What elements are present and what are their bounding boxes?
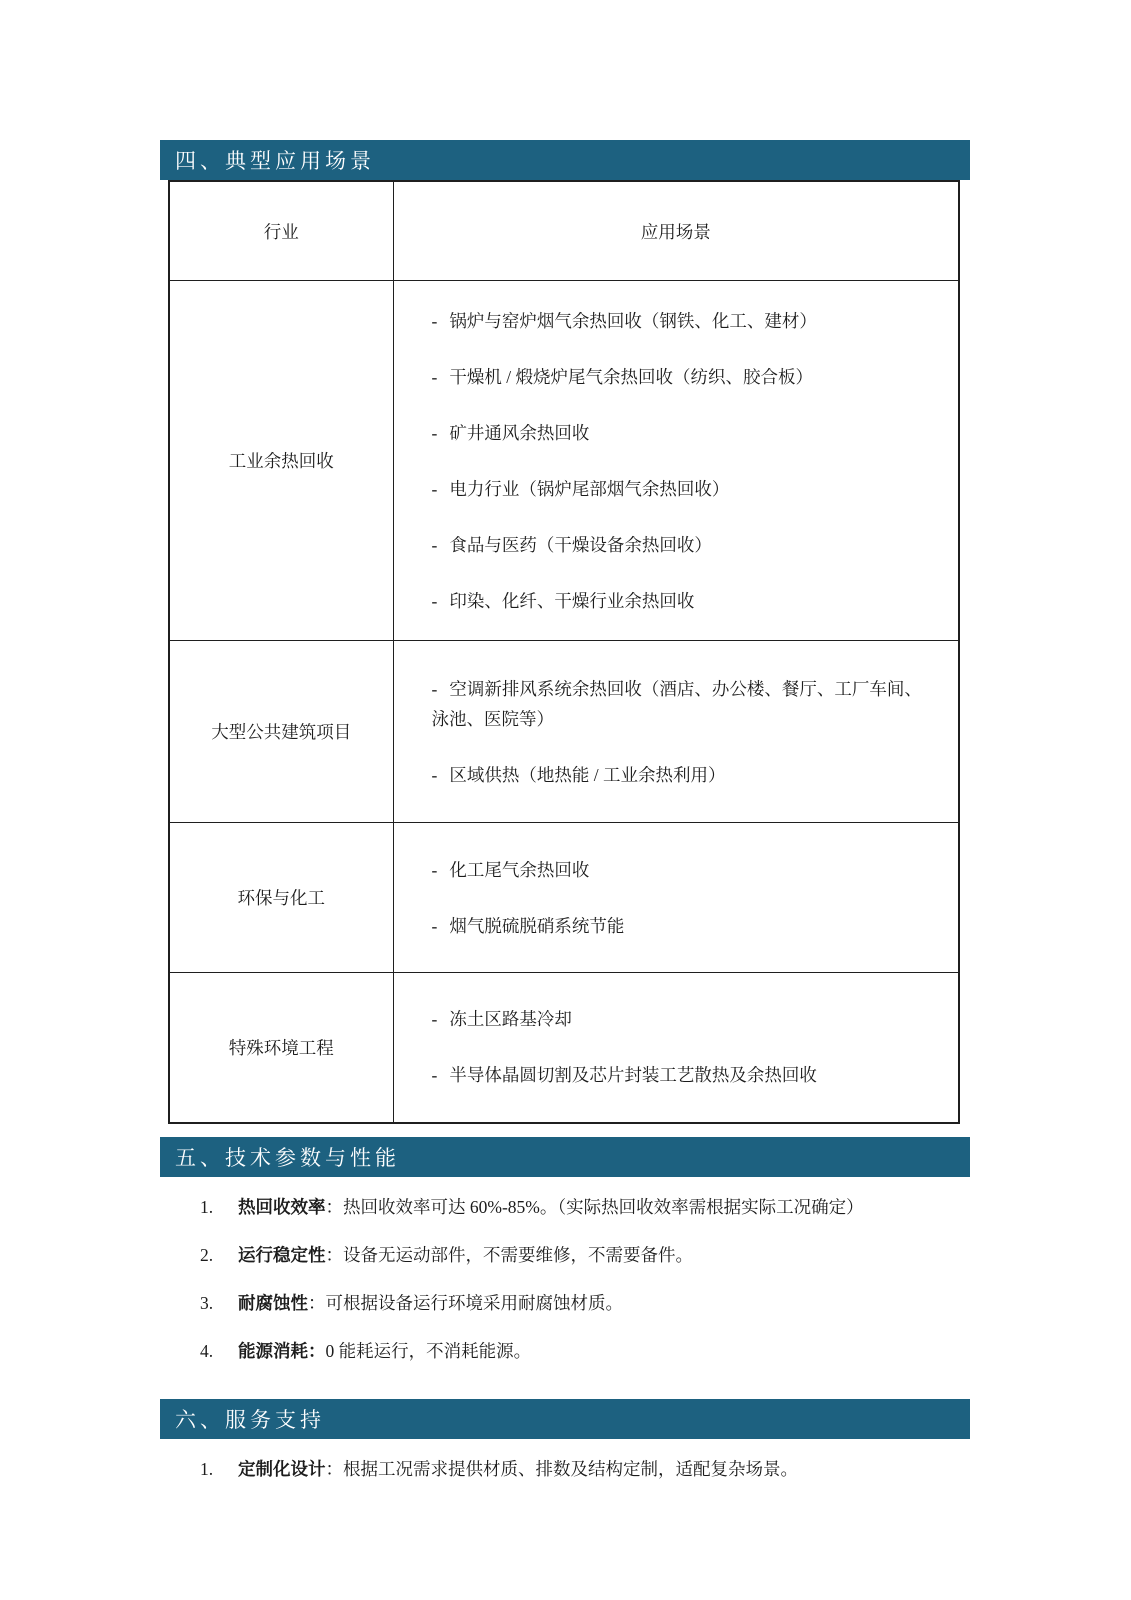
numbered-item: [160, 1445, 970, 1493]
bullet-dash: -: [431, 534, 438, 555]
scenarios-cell: [393, 973, 959, 1123]
bullet-dash: -: [431, 366, 438, 387]
bullet-dash: -: [431, 915, 438, 936]
scenario-item: [432, 991, 929, 1047]
item-label: 运行稳定性: [238, 1244, 326, 1265]
scenario-item: [432, 461, 929, 517]
column-header-industry: 行业: [169, 181, 393, 281]
item-text: ：设备无运动部件，不需要维修，不需要备件。: [325, 1244, 693, 1265]
bullet-dash: -: [431, 478, 438, 499]
document-page: [160, 140, 970, 1501]
item-label: 定制化设计: [238, 1458, 326, 1479]
scenarios-cell: [393, 281, 959, 641]
industry-cell: 环保与化工: [169, 823, 393, 973]
scenario-text: 电力行业（锅炉尾部烟气余热回收）: [449, 478, 730, 499]
scenario-item: [432, 517, 929, 573]
bullet-dash: -: [431, 422, 438, 443]
table-row: [169, 973, 959, 1123]
item-number: 3.: [200, 1292, 214, 1313]
industry-cell: 特殊环境工程: [169, 973, 393, 1123]
table-body: [169, 281, 959, 1123]
column-header-scenarios: 应用场景: [393, 181, 959, 281]
application-scenarios-table: [168, 180, 960, 1124]
scenario-item: [432, 349, 929, 405]
item-label: 热回收效率: [238, 1196, 326, 1217]
bullet-dash: -: [431, 1009, 438, 1030]
table-row: [169, 823, 959, 973]
scenario-text: 烟气脱硫脱硝系统节能: [449, 915, 625, 936]
scenario-text: 半导体晶圆切割及芯片封装工艺散热及余热回收: [449, 1065, 817, 1086]
industry-cell: 大型公共建筑项目: [169, 641, 393, 823]
item-label: 耐腐蚀性: [238, 1292, 308, 1313]
scenario-item: [432, 405, 929, 461]
numbered-item: [160, 1183, 970, 1231]
scenarios-cell: [393, 641, 959, 823]
section4-header-bar: [160, 140, 970, 180]
numbered-item: [160, 1231, 970, 1279]
scenario-text: 冻土区路基冷却: [449, 1009, 572, 1030]
item-text: ：热回收效率可达 60%-85%。（实际热回收效率需根据实际工况确定）: [325, 1196, 864, 1217]
item-number: 1.: [200, 1196, 214, 1217]
section6-header-bar: [160, 1399, 970, 1439]
table-row: [169, 281, 959, 641]
technical-parameters-list: [160, 1177, 970, 1383]
bullet-dash: -: [431, 1065, 438, 1086]
bullet-dash: -: [431, 764, 438, 785]
item-text: 0 能耗运行，不消耗能源。: [325, 1340, 532, 1361]
bullet-dash: -: [431, 678, 438, 699]
scenario-text: 锅炉与窑炉烟气余热回收（钢铁、化工、建材）: [449, 310, 817, 331]
scenario-item: [432, 1047, 929, 1103]
bullet-dash: -: [431, 590, 438, 611]
table-row: [169, 641, 959, 823]
scenario-item: [432, 661, 929, 747]
scenario-text: 化工尾气余热回收: [449, 859, 590, 880]
numbered-item: [160, 1327, 970, 1375]
item-number: 2.: [200, 1244, 214, 1265]
item-number: 4.: [200, 1340, 214, 1361]
bullet-dash: -: [431, 310, 438, 331]
scenario-text: 区域供热（地热能 / 工业余热利用）: [449, 764, 726, 785]
item-text: ：可根据设备运行环境采用耐腐蚀材质。: [308, 1292, 623, 1313]
scenario-text: 食品与医药（干燥设备余热回收）: [449, 534, 712, 555]
table-header-row: [169, 181, 959, 281]
numbered-item: [160, 1279, 970, 1327]
section4-title: 四、典型应用场景: [175, 150, 375, 173]
section5-title: 五、技术参数与性能: [175, 1146, 400, 1170]
service-support-list: [160, 1439, 970, 1501]
section5-header-bar: [160, 1137, 970, 1177]
item-label: 能源消耗：: [238, 1340, 326, 1361]
section6-title: 六、服务支持: [175, 1408, 325, 1432]
bullet-dash: -: [431, 859, 438, 880]
scenario-text: 空调新排风系统余热回收（酒店、办公楼、餐厅、工厂车间、泳池、医院等）: [431, 678, 922, 729]
industry-cell: 工业余热回收: [169, 281, 393, 641]
scenario-text: 矿井通风余热回收: [449, 422, 590, 443]
scenario-text: 干燥机 / 煅烧炉尾气余热回收（纺织、胶合板）: [449, 366, 813, 387]
item-number: 1.: [200, 1458, 214, 1479]
scenario-item: [432, 898, 929, 954]
scenario-item: [432, 842, 929, 898]
scenario-item: [432, 573, 929, 629]
scenario-text: 印染、化纤、干燥行业余热回收: [449, 590, 695, 611]
item-text: ：根据工况需求提供材质、排数及结构定制，适配复杂场景。: [325, 1458, 798, 1479]
scenario-item: [432, 747, 929, 803]
scenario-item: [432, 293, 929, 349]
scenarios-cell: [393, 823, 959, 973]
